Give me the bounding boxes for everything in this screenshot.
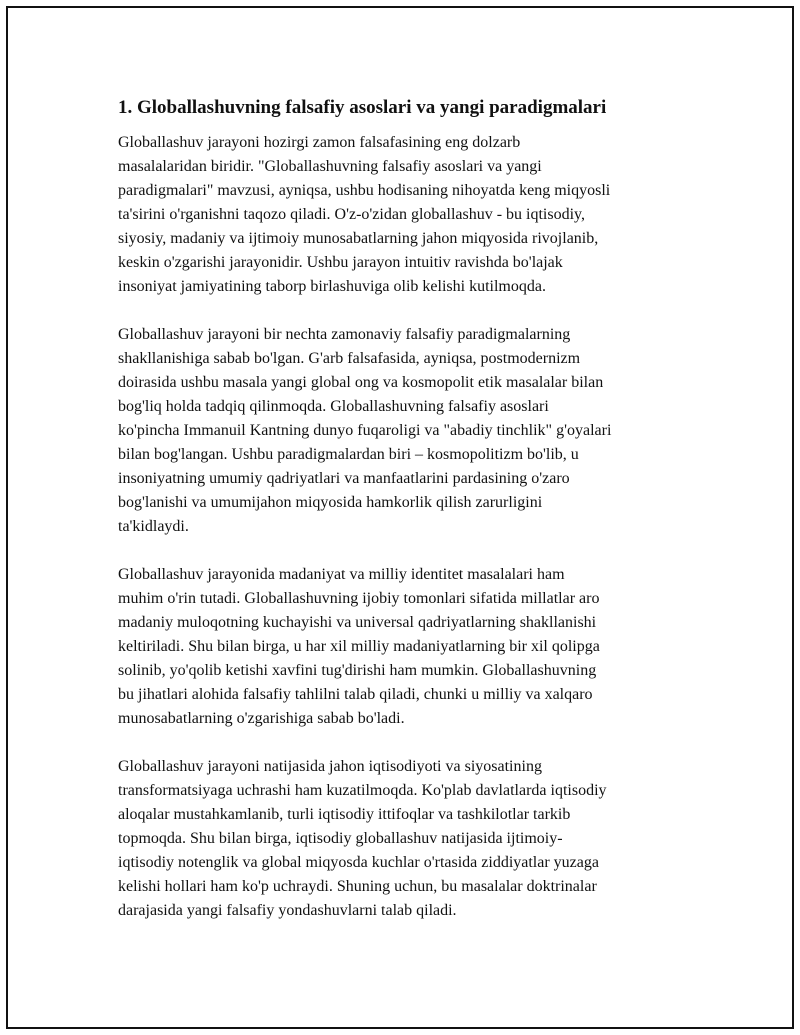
paragraph-2	[118, 323, 688, 539]
text-line: iqtisodiy notenglik va global miqyosda kuchlar o'rtasida ziddiyatlar yuzaga	[118, 854, 599, 871]
text-line: ta'kidlaydi.	[118, 518, 189, 535]
text-line: Globallashuv jarayonida madaniyat va milliy identitet masalalari ham	[118, 566, 565, 583]
text-line: ko'pincha Immanuil Kantning dunyo fuqaroligi va "abadiy tinchlik" g'oyalari	[118, 422, 612, 439]
text-line: bilan bog'langan. Ushbu paradigmalardan biri – kosmopolitizm bo'lib, u	[118, 446, 579, 463]
text-line: masalalaridan biridir. "Globallashuvning falsafiy asoslari va yangi	[118, 158, 542, 175]
text-line: ta'sirini o'rganishni taqozo qiladi. O'z-o'zidan globallashuv - bu iqtisodiy,	[118, 206, 586, 223]
text-line: keltiriladi. Shu bilan birga, u har xil milliy madaniyatlarning bir xil qolipga	[118, 638, 600, 655]
paragraph-1	[118, 131, 688, 299]
text-line: aloqalar mustahkamlanib, turli iqtisodiy ittifoqlar va tashkilotlar tarkib	[118, 806, 571, 823]
text-line: insoniyatning umumiy qadriyatlari va manfaatlarini pardasining o'zaro	[118, 470, 570, 487]
text-line: insoniyat jamiyatining taborp birlashuviga olib kelishi kutilmoqda.	[118, 278, 546, 295]
text-line: Globallashuv jarayoni bir nechta zamonaviy falsafiy paradigmalarning	[118, 326, 571, 343]
text-line: doirasida ushbu masala yangi global ong va kosmopolit etik masalalar bilan	[118, 374, 604, 391]
text-line: solinib, yo'qolib ketishi xavfini tug'dirishi ham mumkin. Globallashuvning	[118, 662, 597, 679]
text-line: Globallashuv jarayoni hozirgi zamon falsafasining eng dolzarb	[118, 134, 521, 151]
paragraph-3	[118, 563, 688, 731]
text-line: muhim o'rin tutadi. Globallashuvning ijobiy tomonlari sifatida millatlar aro	[118, 590, 600, 607]
paragraph-4	[118, 755, 688, 923]
text-line: Globallashuv jarayoni natijasida jahon iqtisodiyoti va siyosatining	[118, 758, 542, 775]
text-line: bu jihatlari alohida falsafiy tahlilni talab qiladi, chunki u milliy va xalqaro	[118, 686, 593, 703]
text-line: bog'lanishi va umumijahon miqyosida hamkorlik qilish zarurligini	[118, 494, 543, 511]
text-line: topmoqda. Shu bilan birga, iqtisodiy globallashuv natijasida ijtimoiy-	[118, 830, 563, 847]
text-line: transformatsiyaga uchrashi ham kuzatilmoqda. Ko'plab davlatlarda iqtisodiy	[118, 782, 607, 799]
text-line: kelishi hollari ham ko'p uchraydi. Shuning uchun, bu masalalar doktrinalar	[118, 878, 597, 895]
text-line: bog'liq holda tadqiq qilinmoqda. Globallashuvning falsafiy asoslari	[118, 398, 549, 415]
text-line: darajasida yangi falsafiy yondashuvlarni talab qiladi.	[118, 902, 457, 919]
section-heading: 1. Globallashuvning falsafiy asoslari va yangi paradigmalari	[118, 97, 607, 118]
text-line: siyosiy, madaniy va ijtimoiy munosabatlarning jahon miqyosida rivojlanib,	[118, 230, 599, 247]
text-line: shakllanishiga sabab bo'lgan. G'arb falsafasida, ayniqsa, postmodernizm	[118, 350, 581, 367]
text-line: paradigmalari" mavzusi, ayniqsa, ushbu hodisaning nihoyatda keng miqyosli	[118, 182, 611, 199]
text-line: keskin o'zgarishi jarayonidir. Ushbu jarayon intuitiv ravishda bo'lajak	[118, 254, 563, 271]
text-line: munosabatlarning o'zgarishiga sabab bo'ladi.	[118, 710, 405, 727]
document-body	[118, 95, 688, 947]
text-line: madaniy muloqotning kuchayishi va universal qadriyatlarning shakllanishi	[118, 614, 597, 631]
